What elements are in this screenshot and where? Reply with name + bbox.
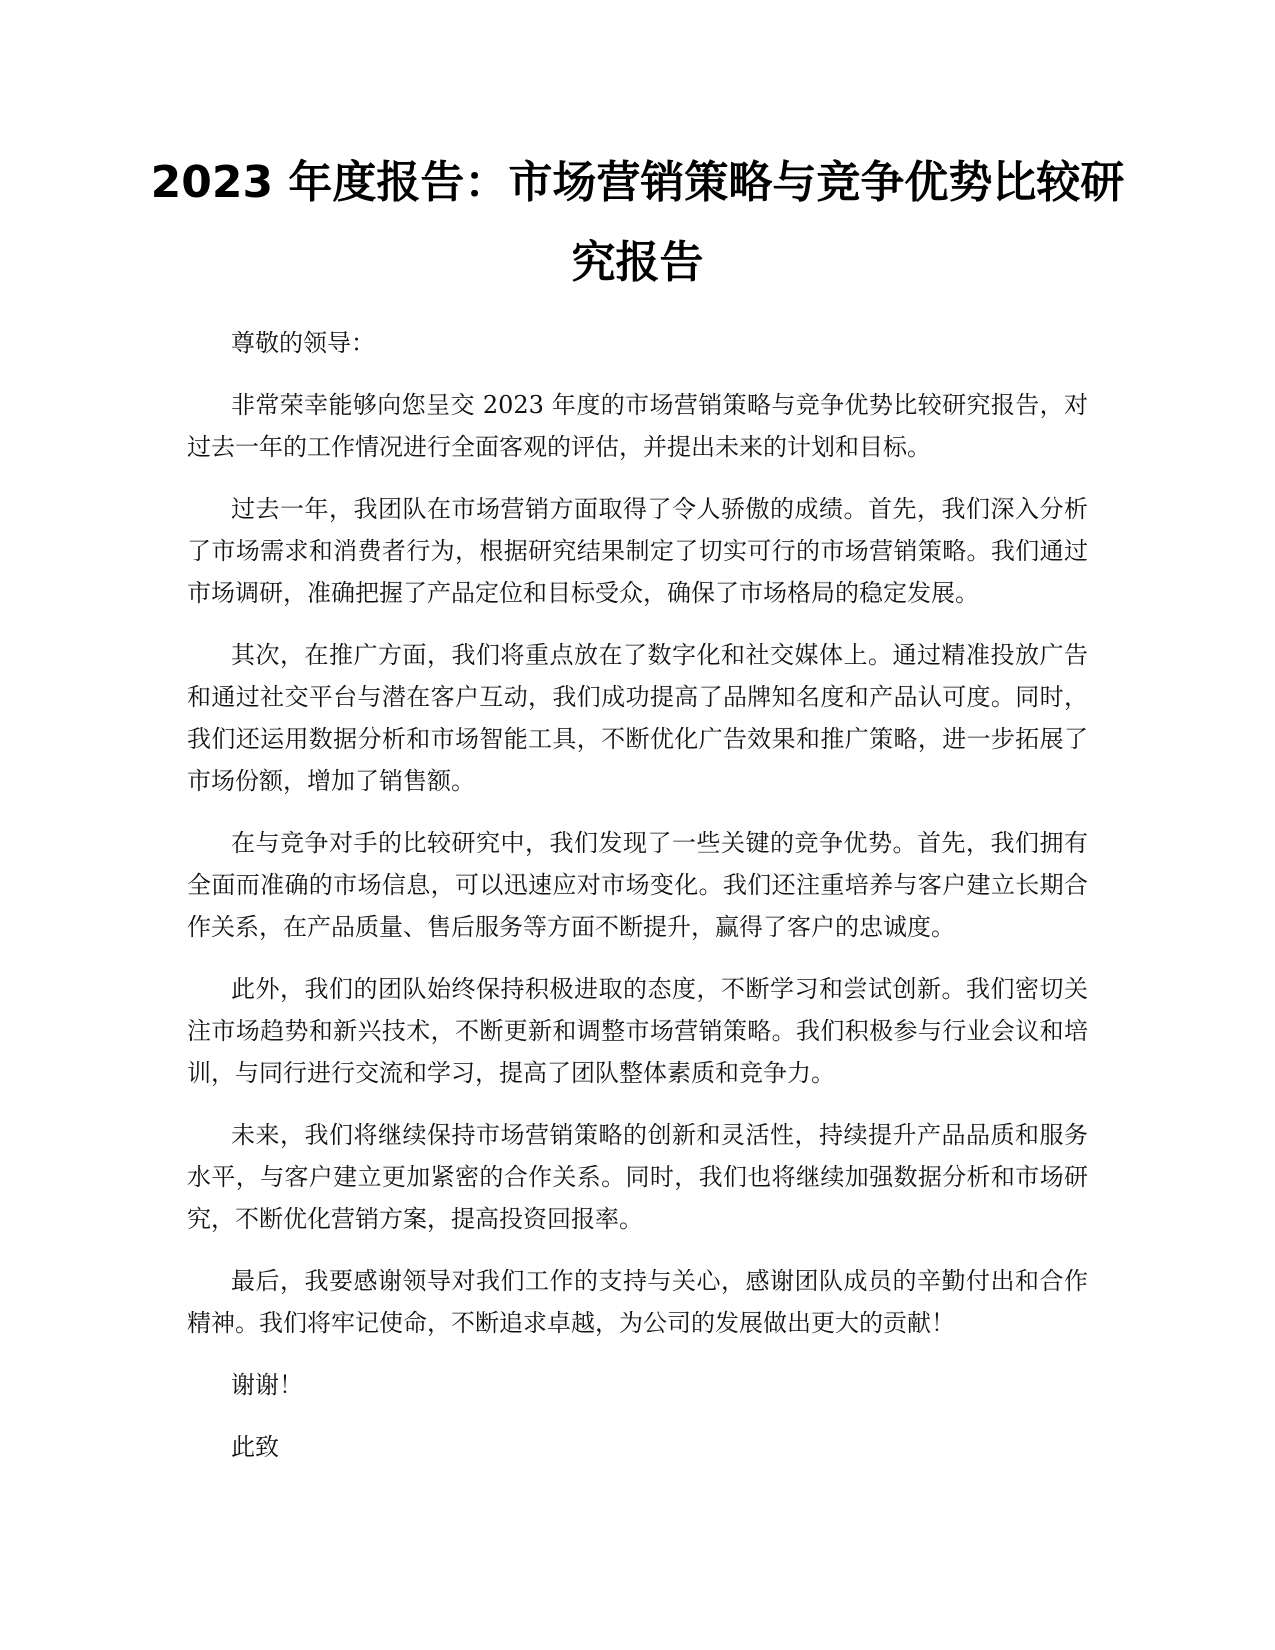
document-title: 2023 年度报告：市场营销策略与竞争优势比较研究报告 (150, 157, 1125, 288)
paragraph-promotion: 其次，在推广方面，我们将重点放在了数字化和社交媒体上。通过精准投放广告和通过社交平台与潜在客户互动，我们成功提高了品牌知名度和产品认可度。同时，我们还运用数据分析和市场智能工具，不断优化广告效果和推广策略，进一步拓展了市场份额，增加了销售额。 (187, 641, 1088, 795)
thanks-line: 谢谢！ (231, 1371, 303, 1399)
document-body (187, 322, 1088, 1488)
paragraph-competitive-advantage: 在与竞争对手的比较研究中，我们发现了一些关键的竞争优势。首先，我们拥有全面而准确的市场信息，可以迅速应对市场变化。我们还注重培养与客户建立长期合作关系，在产品质量、售后服务等方面不断提升，赢得了客户的忠诚度。 (187, 829, 1088, 941)
paragraph-future: 未来，我们将继续保持市场营销策略的创新和灵活性，持续提升产品品质和服务水平，与客户建立更加紧密的合作关系。同时，我们也将继续加强数据分析和市场研究，不断优化营销方案，提高投资回报率。 (187, 1121, 1088, 1233)
salutation: 尊敬的领导： (231, 329, 375, 357)
paragraph-thanks-detail: 最后，我要感谢领导对我们工作的支持与关心，感谢团队成员的辛勤付出和合作精神。我们将牢记使命，不断追求卓越，为公司的发展做出更大的贡献！ (187, 1267, 1088, 1337)
paragraph-achievements: 过去一年，我团队在市场营销方面取得了令人骄傲的成绩。首先，我们深入分析了市场需求和消费者行为，根据研究结果制定了切实可行的市场营销策略。我们通过市场调研，准确把握了产品定位和目标受众，确保了市场格局的稳定发展。 (187, 495, 1088, 607)
paragraph-intro: 非常荣幸能够向您呈交 2023 年度的市场营销策略与竞争优势比较研究报告，对过去一年的工作情况进行全面客观的评估，并提出未来的计划和目标。 (187, 391, 1088, 461)
paragraph-team: 此外，我们的团队始终保持积极进取的态度，不断学习和尝试创新。我们密切关注市场趋势和新兴技术，不断更新和调整市场营销策略。我们积极参与行业会议和培训，与同行进行交流和学习，提高了团队整体素质和竞争力。 (187, 975, 1088, 1087)
closing-line: 此致 (231, 1433, 279, 1461)
